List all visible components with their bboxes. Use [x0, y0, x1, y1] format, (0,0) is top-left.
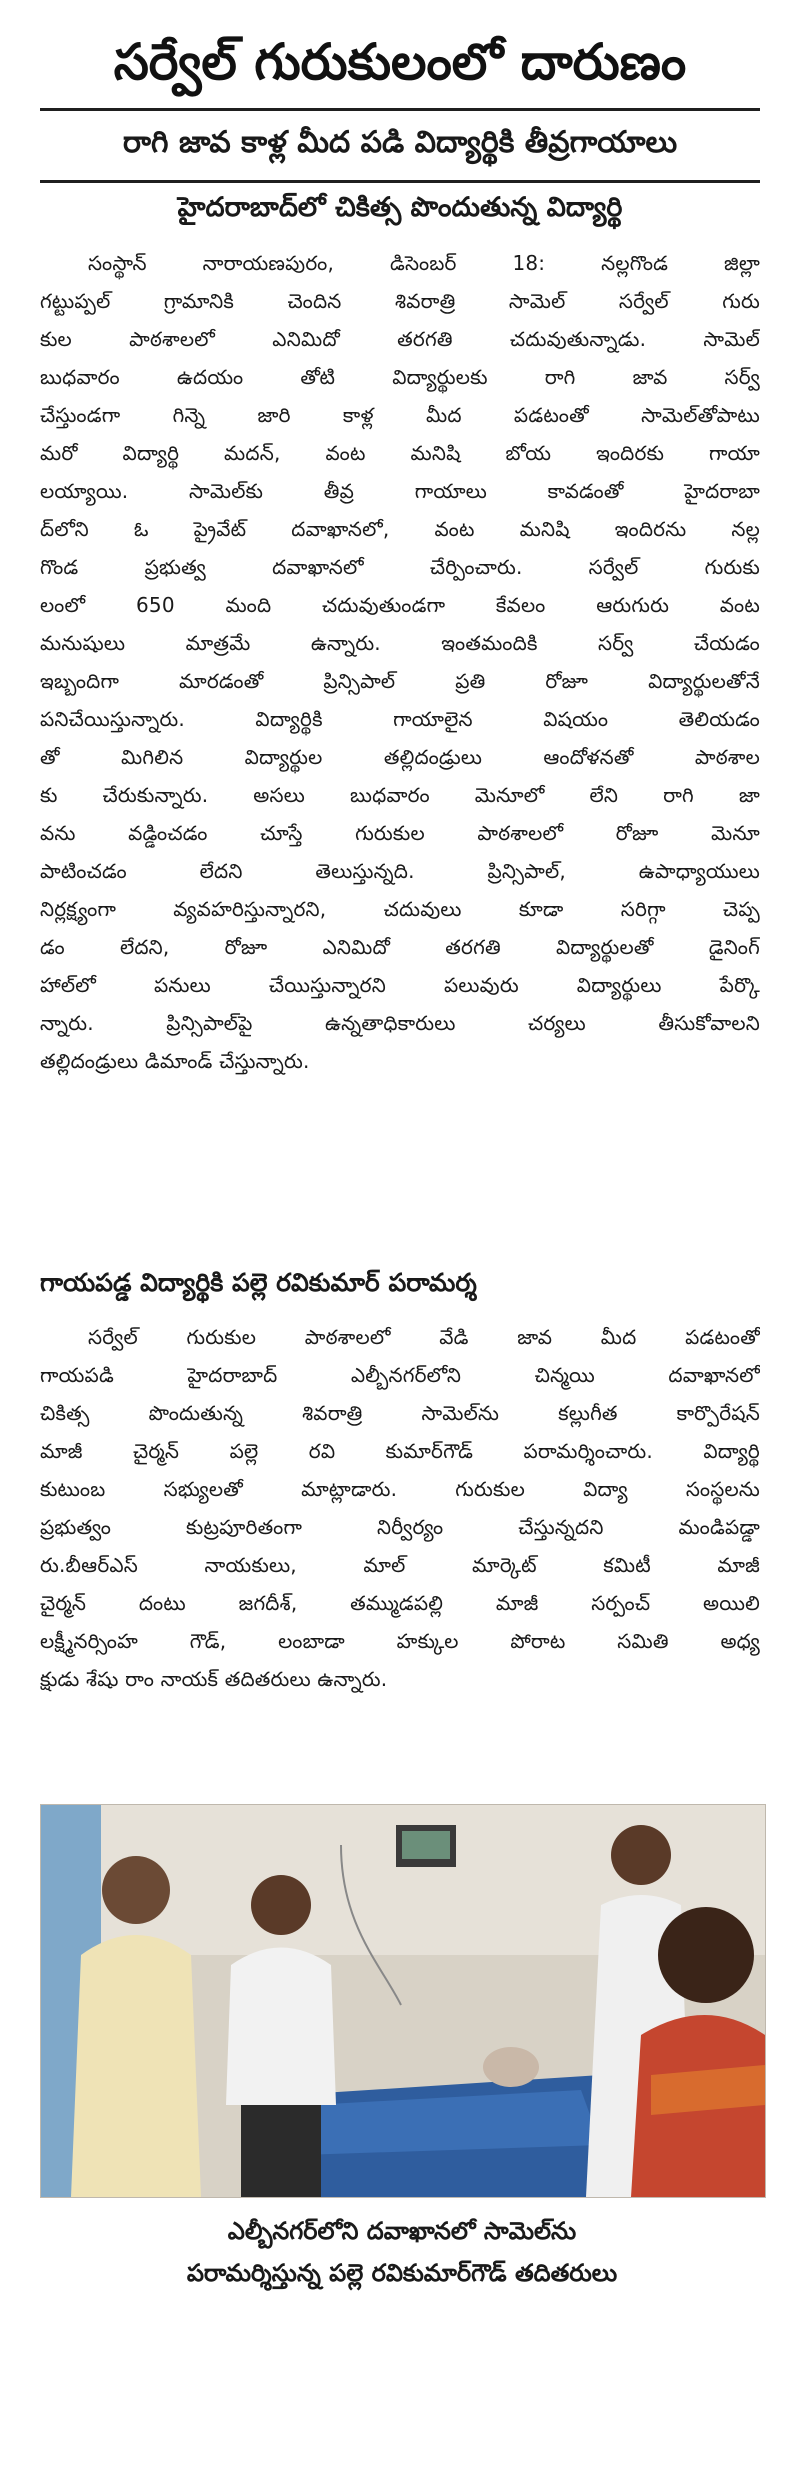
article-headline: సర్వేల్ గురుకులంలో దారుణం — [113, 33, 687, 91]
body-line: బుధవారం ఉదయం తోటి విద్యార్థులకు రాగి జావ సర్వ్ — [40, 365, 760, 389]
body-line: పనిచేయిస్తున్నారు. విద్యార్థికి గాయాలైన విషయం తెలియడం — [40, 707, 760, 731]
article-subheadline: రాగి జావ కాళ్ల మీద పడి విద్యార్థికి తీవ్రగాయాలు — [122, 125, 678, 160]
body-line: కుటుంబ సభ్యులతో మాట్లాడారు. గురుకుల విద్యా సంస్థలను — [40, 1477, 760, 1501]
hospital-scene-image — [41, 1805, 765, 2197]
body-line: క్షుడు శేషు రాం నాయక్ తదితరులు ఉన్నారు. — [40, 1667, 388, 1691]
body-line: డం లేదని, రోజూ ఎనిమిదో తరగతి విద్యార్థులతో డైనింగ్ — [40, 935, 760, 959]
body-line: ప్రభుత్వం కుట్రపూరితంగా నిర్వీర్యం చేస్తున్నదని మండిపడ్డా — [40, 1515, 760, 1539]
body-line: రు.బీఆర్‌ఎస్ నాయకులు, మాల్ మార్కెట్ కమిటీ మాజీ — [40, 1553, 760, 1577]
body-line: చికిత్స పొందుతున్న శివరాత్రి సామెల్‌ను కల్లుగీత కార్పొరేషన్ — [40, 1401, 760, 1425]
body-line: న్నారు. ప్రిన్సిపాల్‌పై ఉన్నతాధికారులు చర్యలు తీసుకోవాలని — [40, 1011, 760, 1035]
photo-caption — [40, 2210, 764, 2294]
article-kicker: హైదరాబాద్‌లో చికిత్స పొందుతున్న విద్యార్థి — [177, 192, 623, 223]
body-line: గట్టుప్పల్ గ్రామానికి చెందిన శివరాత్రి సామెల్ సర్వేల్ గురు — [40, 289, 760, 313]
subhead-divider — [40, 180, 760, 183]
body-line: హాల్‌లో పనులు చేయిస్తున్నారని పలువురు విద్యార్థులు పేర్కొ — [40, 973, 760, 997]
headline-divider — [40, 108, 760, 111]
body-line: వను వడ్డించడం చూస్తే గురుకుల పాఠశాలలో రోజూ మెనూ — [40, 821, 760, 845]
photo-caption-line-2: పరామర్శిస్తున్న పల్లె రవికుమార్‌గౌడ్ తదితరులు — [186, 2259, 618, 2287]
body-line: సంస్థాన్ నారాయణపురం, డిసెంబర్ 18: నల్లగొండ జిల్లా — [88, 251, 760, 275]
body-line: నిర్లక్ష్యంగా వ్యవహరిస్తున్నారని, చదువులు కూడా సరిగ్గా చెప్ప — [40, 897, 760, 921]
body-line: ఇబ్బందిగా మారడంతో ప్రిన్సిపాల్ ప్రతి రోజూ విద్యార్థులతోనే — [40, 669, 760, 693]
article-body — [40, 244, 760, 1080]
photo-caption-line-1: ఎల్బీనగర్‌లోని దవాఖానలో సామెల్‌ను — [227, 2217, 577, 2245]
body-line: మాజీ చైర్మన్ పల్లె రవి కుమార్‌గౌడ్ పరామర్శించారు. విద్యార్థి — [40, 1439, 760, 1463]
section-body — [40, 1318, 760, 1698]
body-line: లయ్యాయి. సామెల్‌కు తీవ్ర గాయాలు కావడంతో హైదరాబా — [40, 479, 760, 503]
body-line: కు చేరుకున్నారు. అసలు బుధవారం మెనూలో లేని రాగి జా — [40, 783, 760, 807]
body-line: లక్ష్మీనర్సింహ గౌడ్, లంబాడా హక్కుల పోరాట సమితి అధ్య — [40, 1629, 760, 1653]
hospital-photo — [40, 1804, 766, 2198]
body-line: చేస్తుండగా గిన్నె జారి కాళ్ల మీద పడటంతో సామెల్‌తోపాటు — [40, 403, 760, 427]
body-line: ద్‌లోని ఓ ప్రైవేట్ దవాఖానలో, వంట మనిషి ఇందిరను నల్ల — [40, 517, 760, 541]
body-line: తో మిగిలిన విద్యార్థుల తల్లిదండ్రులు ఆందోళనతో పాఠశాల — [40, 745, 760, 769]
body-line: తల్లిదండ్రులు డిమాండ్ చేస్తున్నారు. — [40, 1049, 310, 1073]
body-line: కుల పాఠశాలలో ఎనిమిదో తరగతి చదువుతున్నాడు. సామెల్ — [40, 327, 760, 351]
body-line: గాయపడి హైదరాబాద్ ఎల్బీనగర్‌లోని చిన్మయి దవాఖానలో — [40, 1363, 760, 1387]
body-line: సర్వేల్ గురుకుల పాఠశాలలో వేడి జావ మీద పడటంతో — [88, 1325, 760, 1349]
body-line: పాటించడం లేదని తెలుస్తున్నది. ప్రిన్సిపాల్, ఉపాధ్యాయులు — [40, 859, 760, 883]
body-line: గొండ ప్రభుత్వ దవాఖానలో చేర్పించారు. సర్వేల్ గురుకు — [40, 555, 760, 579]
body-line: చైర్మన్ దంటు జగదీశ్, తమ్ముడపల్లి మాజీ సర్పంచ్ అయిలి — [40, 1591, 760, 1615]
body-line: లంలో 650 మంది చదువుతుండగా కేవలం ఆరుగురు వంట — [40, 593, 760, 617]
section-heading: గాయపడ్డ విద్యార్థికి పల్లె రవికుమార్ పరామర్శ — [40, 1268, 477, 1297]
body-line: మనుషులు మాత్రమే ఉన్నారు. ఇంతమందికి సర్వ్ చేయడం — [40, 631, 760, 655]
body-line: మరో విద్యార్థి మదన్, వంట మనిషి బోయ ఇందిరకు గాయా — [40, 441, 760, 465]
